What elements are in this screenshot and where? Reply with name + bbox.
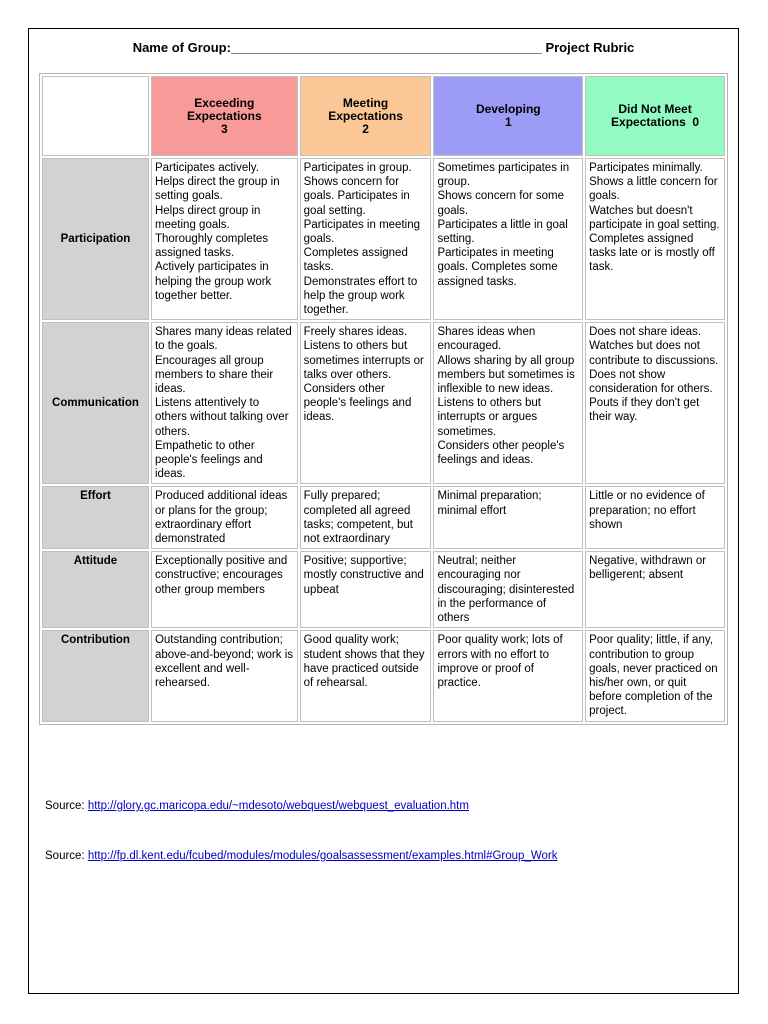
source-line-1 (45, 800, 469, 812)
row-label-contribution: Contribution (42, 630, 149, 721)
group-name-label: Name of Group: (132, 40, 231, 55)
document-page (28, 28, 739, 994)
source-link-1[interactable]: http://glory.gc.maricopa.edu/~mdesoto/webquest/webquest_evaluation.htm (87, 800, 469, 812)
header-exceeding (151, 76, 298, 156)
cell-participation-exceeding: Participates actively. Helps direct the group in setting goals. Helps direct group in meeting goals. Thoroughly completes assigned tasks. Actively participates in helping the group work together better. (151, 158, 298, 320)
row-contribution (42, 630, 725, 721)
rubric-title: Project Rubric (545, 40, 635, 55)
cell-attitude-developing: Neutral; neither encouraging nor discouraging; disinterested in the performance of others (433, 551, 583, 628)
row-label-communication: Communication (42, 322, 149, 484)
cell-communication-did-not-meet: Does not share ideas. Watches but does not contribute to discussions. Does not show consideration for others. Pouts if they don't get their way. (585, 322, 725, 484)
cell-contribution-developing: Poor quality work; lots of errors with no effort to improve or proof of practice. (433, 630, 583, 721)
cell-contribution-meeting: Good quality work; student shows that they have practiced outside of rehearsal. (300, 630, 432, 721)
row-communication (42, 322, 725, 484)
cell-effort-developing: Minimal preparation; minimal effort (433, 486, 583, 549)
cell-effort-meeting: Fully prepared; completed all agreed tasks; competent, but not extraordinary (300, 486, 432, 549)
header-meeting-line1: Meeting (342, 95, 389, 110)
cell-attitude-meeting: Positive; supportive; mostly constructive and upbeat (300, 551, 432, 628)
cell-attitude-exceeding: Exceptionally positive and constructive; encourages other group members (151, 551, 298, 628)
row-label-participation: Participation (42, 158, 149, 320)
corner-cell (42, 76, 149, 156)
header-exceeding-score: 3 (220, 121, 228, 136)
rubric-table (39, 73, 728, 725)
header-developing-line1: Developing (475, 102, 541, 116)
row-label-effort: Effort (42, 486, 149, 549)
page-heading (29, 40, 738, 55)
source-link-2[interactable]: http://fp.dl.kent.edu/fcubed/modules/modules/goalsassessment/examples.html#Group_Work (87, 850, 558, 862)
header-did-not-meet (585, 76, 725, 156)
row-attitude (42, 551, 725, 628)
cell-attitude-did-not-meet: Negative, withdrawn or belligerent; absent (585, 551, 725, 628)
cell-participation-did-not-meet: Participates minimally. Shows a little concern for goals. Watches but doesn't participate in goal setting. Completes assigned tasks late or is mostly off task. (585, 158, 725, 320)
cell-communication-developing: Shares ideas when encouraged. Allows sharing by all group members but sometimes is inflexible to new ideas. Listens to others but interrupts or argues sometimes. Considers other people's feelings and ideas. (433, 322, 583, 484)
header-row (42, 76, 725, 156)
header-exceeding-line1: Exceeding (194, 95, 255, 110)
source-line-2 (45, 850, 557, 862)
header-developing (433, 76, 583, 156)
header-did-not-meet-line2: Expectations 0 (611, 115, 700, 129)
header-did-not-meet-line1: Did Not Meet (618, 102, 692, 116)
cell-participation-meeting: Participates in group. Shows concern for goals. Participates in goal setting. Participates in meeting goals. Completes assigned tasks. Demonstrates effort to help the group work together. (300, 158, 432, 320)
cell-communication-meeting: Freely shares ideas. Listens to others but sometimes interrupts or talks over others. Considers other people's feelings and ideas. (300, 322, 432, 484)
cell-effort-exceeding: Produced additional ideas or plans for the group; extraordinary effort demonstrated (151, 486, 298, 549)
row-participation (42, 158, 725, 320)
row-label-attitude: Attitude (42, 551, 149, 628)
source-label-1: Source: (45, 800, 85, 812)
header-developing-score: 1 (504, 115, 512, 129)
cell-communication-exceeding: Shares many ideas related to the goals. Encourages all group members to share their ideas. Listens attentively to others without talking over others. Empathetic to other people's feelings and ideas. (151, 322, 298, 484)
header-meeting-score: 2 (362, 121, 369, 136)
cell-contribution-exceeding: Outstanding contribution; above-and-beyond; work is excellent and well-rehearsed. (151, 630, 298, 721)
group-name-blank: ___________________________________________ (230, 40, 542, 55)
header-meeting (300, 76, 432, 156)
cell-contribution-did-not-meet: Poor quality; little, if any, contribution to group goals, never practiced on his/her own, or quit before completion of the project. (585, 630, 725, 721)
cell-participation-developing: Sometimes participates in group. Shows concern for some goals. Participates a little in goal setting. Participates in meeting goals. Completes some assigned tasks. (433, 158, 583, 320)
source-label-2: Source: (45, 850, 85, 862)
cell-effort-did-not-meet: Little or no evidence of preparation; no effort shown (585, 486, 725, 549)
row-effort (42, 486, 725, 549)
header-meeting-line2: Expectations (328, 108, 403, 123)
header-exceeding-line2: Expectations (186, 108, 262, 123)
